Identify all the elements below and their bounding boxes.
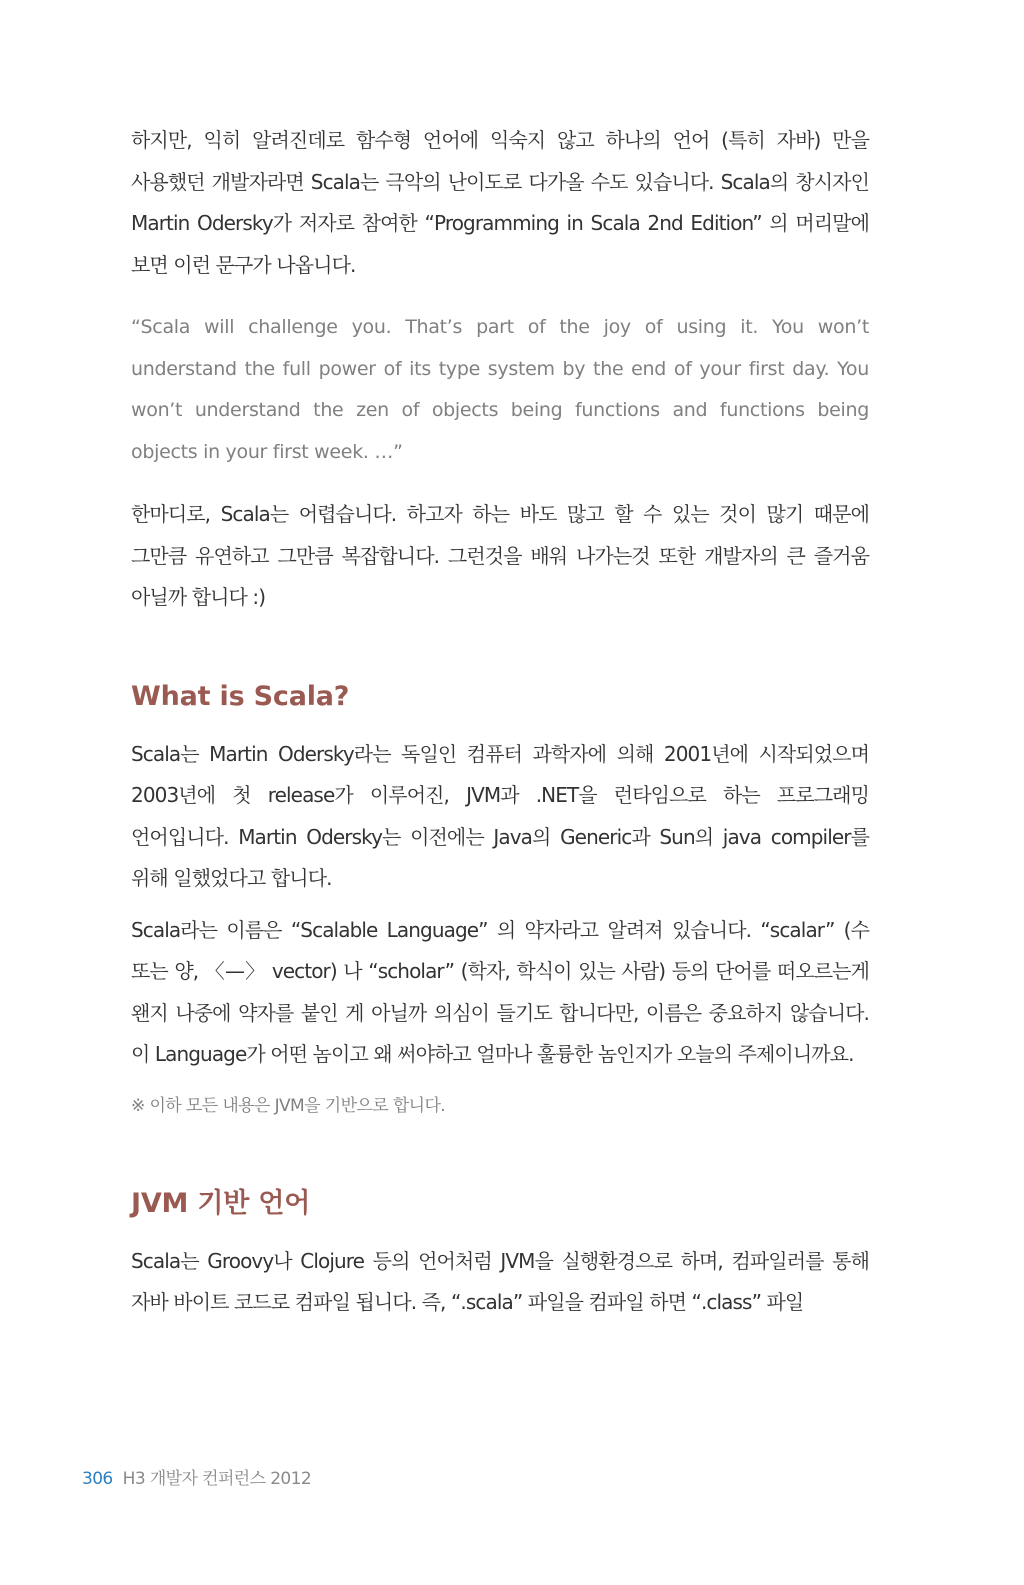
page-content xyxy=(131,120,869,1324)
history-paragraph: Scala는 Martin Odersky라는 독일인 컴퓨터 과학자에 의해 2001년에 시작되었으며 2003년에 첫 release가 이루어진, JVM과 .NET을 런타임으로 하는 프로그래밍 언어입니다. Martin Odersky는 이전에는 Java의 Generic과 Sun의 java compiler를 위해 일했었다고 합니다. xyxy=(131,741,869,890)
jvm-note: ※ 이하 모든 내용은 JVM을 기반으로 합니다. xyxy=(131,1095,446,1116)
jvm-paragraph: Scala는 Groovy나 Clojure 등의 언어처럼 JVM을 실행환경으로 하며, 컴파일러를 통해 자바 바이트 코드로 컴파일 됩니다. 즉, “.scala” 파일을 컴파일 하면 “.class” 파일 xyxy=(131,1248,869,1314)
heading-what-is-scala: What is Scala? xyxy=(131,680,350,712)
footer-title: H3 개발자 컨퍼런스 2012 xyxy=(122,1469,312,1489)
page-footer xyxy=(82,1466,311,1492)
heading-jvm-language: JVM 기반 언어 xyxy=(131,1187,311,1219)
page-number: 306 xyxy=(82,1469,113,1489)
scala-quote: “Scala will challenge you. That’s part of the joy of using it. You won’t understand the full power of its type system by the end of your first day. You won’t understand the zen of objects being functions and functions being objects in your first week. …” xyxy=(131,316,869,463)
name-origin-paragraph: Scala라는 이름은 “Scalable Language” 의 약자라고 알려져 있습니다. “scalar” (수 또는 양, 〈—〉 vector) 나 “scholar” (학자, 학식이 있는 사람) 등의 단어를 떠오르는게 왠지 나중에 약자를 붙인 게 아닐까 의심이 들기도 합니다만, 이름은 중요하지 않습니다. 이 Language가 어떤 놈이고 왜 써야하고 얼마나 훌륭한 놈인지가 오늘의 주제이니까요. xyxy=(131,917,869,1066)
intro-paragraph: 하지만, 익히 알려진데로 함수형 언어에 익숙지 않고 하나의 언어 (특히 자바) 만을 사용했던 개발자라면 Scala는 극악의 난이도로 다가올 수도 있습니다. Scala의 창시자인 Martin Odersky가 저자로 참여한 “Programming in Scala 2nd Edition” 의 머리말에 보면 이런 문구가 나옵니다. xyxy=(131,128,869,277)
summary-paragraph: 한마디로, Scala는 어렵습니다. 하고자 하는 바도 많고 할 수 있는 것이 많기 때문에 그만큼 유연하고 그만큼 복잡합니다. 그런것을 배워 나가는것 또한 개발자의 큰 즐거움 아닐까 합니다 :) xyxy=(131,502,869,609)
